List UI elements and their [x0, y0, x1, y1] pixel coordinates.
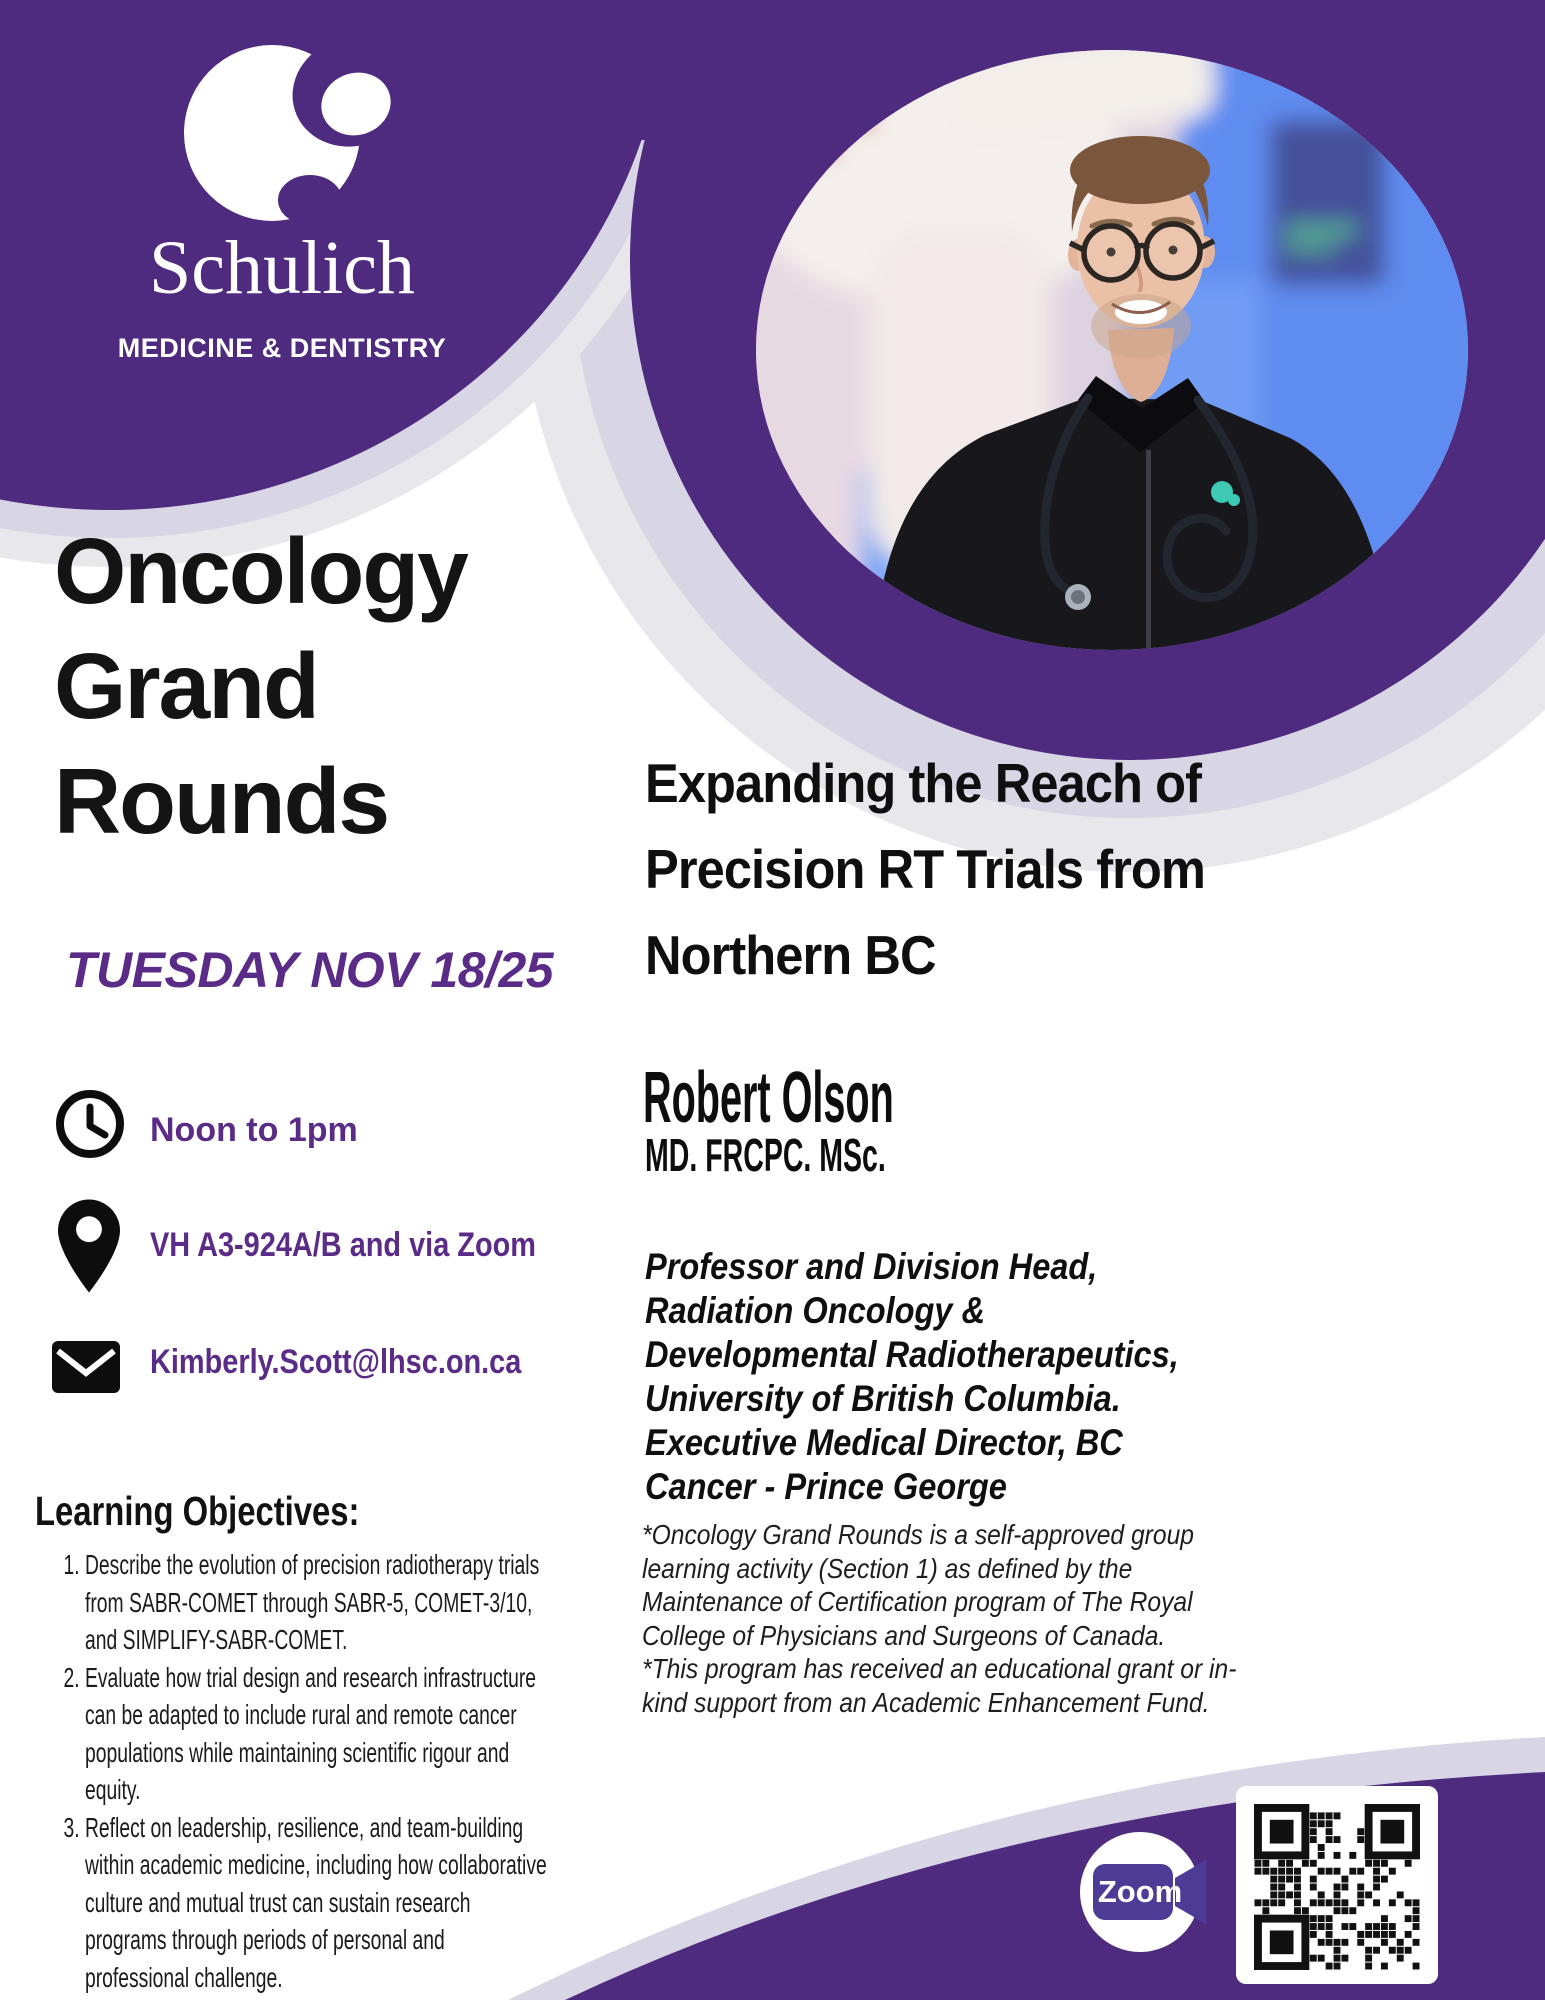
- brand-tagline: MEDICINE & DENTISTRY: [117, 333, 447, 363]
- series-title: Oncology Grand Rounds: [54, 519, 467, 853]
- event-date: TUESDAY NOV 18/25: [66, 942, 554, 998]
- speaker-credentials: MD. FRCPC. MSc.: [645, 1129, 886, 1181]
- objectives-heading: Learning Objectives:: [35, 1488, 360, 1534]
- brand-name: Schulich: [149, 226, 415, 310]
- header-top-fill: [630, 0, 740, 140]
- disclaimer-text: *Oncology Grand Rounds is a self-approved group learning activity (Section 1) as defined by the Maintenance of Certification program of The Royal College of Physicians and Surgeons of Canada. *This program has received an educational grant or in- kind support from an Academic Enhancement Fund.: [642, 1519, 1237, 1718]
- talk-title: Expanding the Reach of Precision RT Trials from Northern BC: [645, 752, 1206, 986]
- qr-code[interactable]: [1236, 1786, 1438, 1984]
- contact-email[interactable]: Kimberly.Scott@lhsc.on.ca: [150, 1343, 522, 1381]
- email-icon: [52, 1341, 120, 1393]
- location-pin-icon: [58, 1198, 120, 1294]
- speaker-name: Robert Olson: [643, 1058, 894, 1138]
- objective-item: 2. Evaluate how trial design and research infrastructure can be adapted to include rural and remote cancer populations while maintaining scientific rigour and equity.: [85, 1659, 553, 1809]
- event-location: VH A3-924A/B and via Zoom: [150, 1226, 536, 1264]
- speaker-role: Professor and Division Head, Radiation Oncology & Developmental Radiotherapeutics, University of British Columbia. Executive Medical Director, BC Cancer - Prince George: [645, 1246, 1179, 1507]
- objectives-list: [56, 1546, 553, 1996]
- event-time: Noon to 1pm: [150, 1111, 358, 1149]
- objective-item: 3. Reflect on leadership, resilience, and team-building within academic medicine, including how collaborative culture and mutual trust can sustain research programs through periods of personal and professional challenge.: [85, 1809, 553, 1997]
- zoom-badge-label: Zoom: [1097, 1874, 1183, 1909]
- clock-icon: [52, 1086, 128, 1162]
- objective-item: 1. Describe the evolution of precision radiotherapy trials from SABR-COMET through SABR-5, COMET-3/10, and SIMPLIFY-SABR-COMET.: [85, 1546, 553, 1659]
